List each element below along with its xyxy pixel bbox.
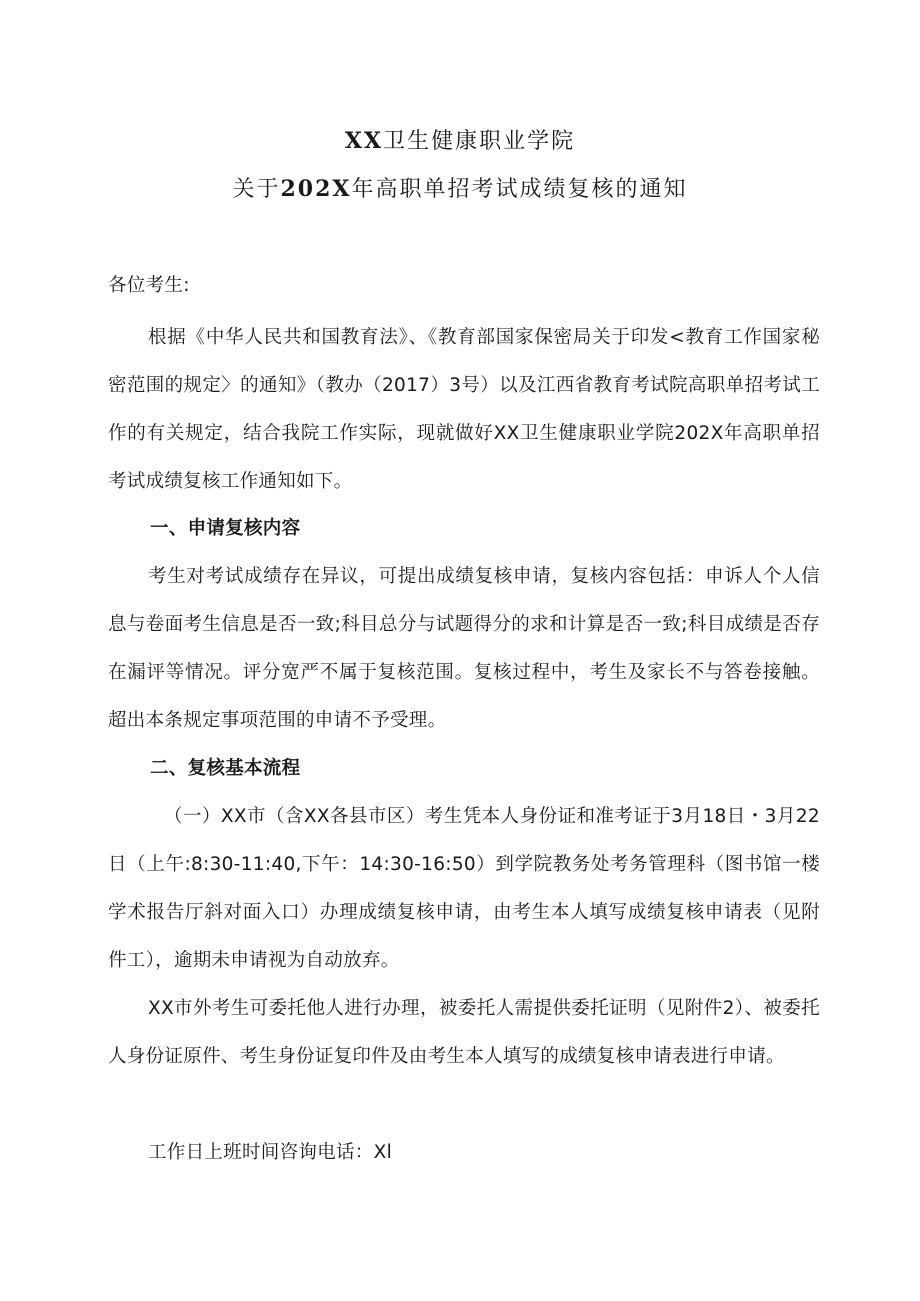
salutation: 各位考生: xyxy=(108,275,190,296)
section2-paragraph1: （一）XX市（含XX各县市区）考生凭本人身份证和准考证于3月18日・3月22日（上午:8:30-11:40,下午：14:30-16:50）到学院教务处考务管理科（图书馆一楼学术报告厅斜对面入口）办理成绩复核申请，由考生本人填写成绩复核申请表（见附件工），逾期未申请视为自动放弃。 xyxy=(108,806,820,971)
title-subject: 年高职单招考试成绩复核的通知 xyxy=(351,177,688,202)
title-prefix: 关于 xyxy=(232,177,281,202)
intro-paragraph: 根据《中华人民共和国教育法》、《教育部国家保密局关于印发<教育工作国家秘密范围的规定〉的通知》（教办（2017）3号）以及江西省教育考试院高职单招考试工作的有关规定，结合我院工作实际，现就做好XX卫生健康职业学院202X年高职单招考试成绩复核工作通知如下。 xyxy=(108,327,820,492)
section1-heading: 一、申请复核内容 xyxy=(150,518,301,539)
document-title-line2 xyxy=(0,172,920,203)
contact-line: 工作日上班时间咨询电话：Xl xyxy=(148,1142,393,1163)
title-institution-name: 卫生健康职业学院 xyxy=(383,129,576,154)
title-year: 202X xyxy=(280,176,352,202)
section1-paragraph: 考生对考试成绩存在异议，可提出成绩复核申请，复核内容包括：申诉人个人信息与卷面考生信息是否一致;科目总分与试题得分的求和计算是否一致;科目成绩是否存在漏评等情况。评分宽严不属于复核范围。复核过程中，考生及家长不与答卷接触。超出本条规定事项范围的申请不予受理。 xyxy=(108,566,820,731)
title-institution-prefix: XX xyxy=(344,128,384,154)
section2-paragraph2: XX市外考生可委托他人进行办理，被委托人需提供委托证明（见附件2）、被委托人身份证原件、考生身份证复印件及由考生本人填写的成绩复核申请表进行申请。 xyxy=(108,998,820,1067)
section2-heading: 二、复核基本流程 xyxy=(150,758,301,779)
document-title-line1 xyxy=(0,124,920,155)
